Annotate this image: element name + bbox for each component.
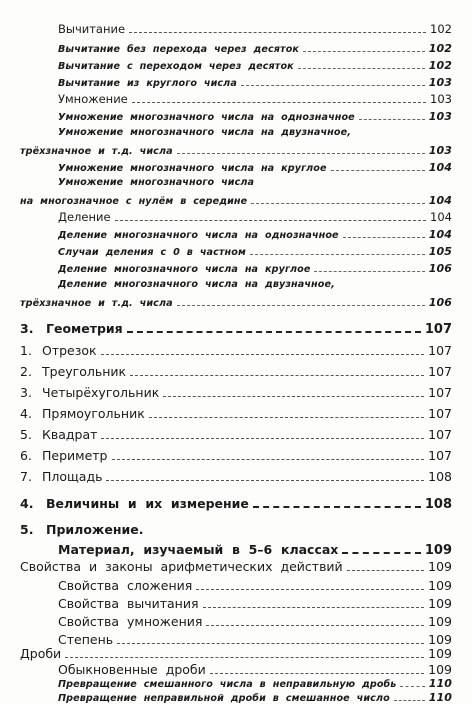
- toc-title: Свойства вычитания: [58, 596, 199, 611]
- dot-leader: [106, 480, 424, 481]
- page-number: 102: [428, 59, 452, 72]
- page-number: 107: [428, 406, 452, 421]
- dot-leader: [314, 271, 424, 272]
- toc-entry: [58, 111, 452, 123]
- page-number: 109: [428, 662, 452, 677]
- toc-number: 2.: [20, 364, 32, 379]
- page-number: 103: [428, 144, 452, 157]
- toc-entry: [58, 246, 452, 258]
- page-number: 109: [428, 614, 452, 629]
- toc-title: Умножение многозначного числа: [58, 177, 255, 188]
- dot-leader: [163, 396, 424, 397]
- dot-leader: [65, 657, 424, 658]
- toc-title: Периметр: [42, 448, 108, 463]
- toc-entry: [58, 263, 452, 275]
- toc-title: Вычитание без перехода через десяток: [58, 44, 300, 55]
- page-number: 104: [428, 161, 452, 174]
- dot-leader: [251, 203, 424, 204]
- toc-entry: [58, 634, 452, 647]
- dot-leader: [359, 119, 425, 120]
- toc-title: Умножение многозначного числа на круглое: [58, 163, 327, 174]
- toc-entry: [58, 24, 452, 36]
- toc-title: Превращение неправильной дроби в смешанное число: [58, 693, 390, 704]
- dot-leader: [210, 673, 424, 674]
- toc-title: Дроби: [20, 646, 62, 661]
- toc-entry: [58, 664, 452, 677]
- page-number: 103: [428, 76, 452, 89]
- dot-leader: [115, 220, 426, 221]
- toc-title: Площадь: [42, 469, 103, 484]
- page-number: 109: [428, 632, 452, 647]
- toc-number: 1.: [20, 343, 32, 358]
- toc-section: [58, 544, 452, 557]
- dot-leader: [331, 170, 425, 171]
- dot-leader: [127, 331, 421, 333]
- toc-title: Четырёхугольник: [42, 385, 160, 400]
- toc-title: Свойства умножения: [58, 614, 203, 629]
- toc-entry: [58, 178, 452, 188]
- toc-title: Величины и их измерение: [46, 496, 249, 511]
- page-number: 102: [430, 22, 452, 36]
- toc-section: [20, 524, 452, 537]
- toc-number: 3.: [20, 385, 32, 400]
- page-number: 108: [428, 469, 452, 484]
- toc-entry: [20, 145, 452, 157]
- toc-entry: [20, 429, 452, 442]
- dot-leader: [253, 506, 421, 508]
- toc-entry: [58, 616, 452, 629]
- toc-entry: [58, 212, 452, 224]
- toc-number: 7.: [20, 469, 32, 484]
- toc-title: Вычитание из круглого числа: [58, 78, 237, 89]
- dot-leader: [196, 589, 424, 590]
- toc-title: Приложение.: [46, 522, 144, 537]
- toc-entry: [58, 678, 452, 690]
- page-number: 109: [428, 596, 452, 611]
- dot-leader: [250, 254, 425, 255]
- toc-entry: [58, 280, 452, 290]
- toc-entry: [20, 408, 452, 421]
- toc-title: Прямоугольник: [42, 406, 145, 421]
- toc-entry: [58, 128, 452, 138]
- dot-leader: [132, 102, 426, 103]
- toc-entry: [20, 387, 452, 400]
- toc-title: Степень: [58, 632, 114, 647]
- page-number: 104: [428, 228, 452, 241]
- page-number: 103: [430, 92, 452, 106]
- toc-entry: [20, 471, 452, 484]
- dot-leader: [177, 305, 425, 306]
- toc-section: [20, 323, 452, 336]
- dot-leader: [241, 85, 425, 86]
- toc-title: Треугольник: [42, 364, 127, 379]
- page-number: 103: [428, 110, 452, 123]
- toc-entry: [20, 297, 452, 309]
- dot-leader: [206, 625, 424, 626]
- toc-title: Геометрия: [46, 321, 123, 336]
- toc-entry: [20, 450, 452, 463]
- toc-number: 5.: [20, 427, 32, 442]
- toc-title: Умножение многозначного числа на двузначное,: [58, 127, 351, 138]
- dot-leader: [130, 375, 424, 376]
- toc-title: Деление многозначного числа на двузначное,: [58, 279, 335, 290]
- toc-entry: [58, 77, 452, 89]
- dot-leader: [343, 237, 425, 238]
- page-number: 107: [428, 385, 452, 400]
- toc-title: Превращение смешанного числа в неправильную дробь: [58, 679, 397, 690]
- toc-title: Свойства и законы арифметических действий: [20, 559, 343, 574]
- toc-title: Деление многозначного числа на круглое: [58, 264, 311, 275]
- page-number: 108: [424, 497, 452, 512]
- toc-number: 5.: [20, 522, 34, 537]
- page-number: 106: [428, 296, 452, 309]
- toc-entry: [58, 60, 452, 72]
- dot-leader: [129, 32, 426, 33]
- dot-leader: [101, 438, 424, 439]
- page-number: 109: [424, 543, 452, 558]
- toc-number: 3.: [20, 321, 34, 336]
- toc-title: на многозначное с нулём в середине: [20, 196, 248, 207]
- toc-entry: [58, 229, 452, 241]
- toc-title: Вычитание: [58, 22, 126, 36]
- toc-title: Умножение: [58, 92, 128, 106]
- dot-leader: [203, 607, 425, 608]
- dot-leader: [149, 417, 424, 418]
- toc-title: Вычитание с переходом через десяток: [58, 61, 294, 72]
- toc-number: 4.: [20, 406, 32, 421]
- toc-title: Квадрат: [42, 427, 98, 442]
- page-number: 107: [424, 322, 452, 337]
- page-number: 110: [428, 677, 452, 690]
- page-number: 104: [428, 194, 452, 207]
- toc-title: Деление: [58, 210, 111, 224]
- dot-leader: [177, 153, 425, 154]
- dot-leader: [101, 354, 425, 355]
- page-number: 107: [428, 448, 452, 463]
- toc-title: Случаи деления с 0 в частном: [58, 247, 246, 258]
- page-number: 102: [428, 42, 452, 55]
- toc-entry: [58, 94, 452, 106]
- toc-title: Отрезок: [42, 343, 97, 358]
- dot-leader: [400, 686, 424, 687]
- dot-leader: [342, 552, 421, 554]
- page-number: 109: [428, 559, 452, 574]
- toc-section: [20, 498, 452, 511]
- toc-entry: [20, 366, 452, 379]
- page-number: 107: [428, 427, 452, 442]
- toc-title: Обыкновенные дроби: [58, 662, 206, 677]
- dot-leader: [298, 68, 425, 69]
- toc-entry: [58, 162, 452, 174]
- page-number: 104: [430, 210, 452, 224]
- page-number: 109: [428, 646, 452, 661]
- page-number: 106: [428, 262, 452, 275]
- toc-title: трёхзначное и т.д. числа: [20, 298, 173, 309]
- toc-title: трёхзначное и т.д. числа: [20, 146, 173, 157]
- page-number: 109: [428, 578, 452, 593]
- toc-entry: [58, 692, 452, 704]
- toc-number: 6.: [20, 448, 32, 463]
- toc-entry: [20, 345, 452, 358]
- page-number: 110: [428, 691, 452, 704]
- toc-title: Материал, изучаемый в 5–6 классах: [58, 542, 339, 557]
- toc-entry: [58, 43, 452, 55]
- toc-title: Свойства сложения: [58, 578, 193, 593]
- dot-leader: [117, 643, 424, 644]
- toc-entry: [20, 561, 452, 574]
- toc-entry: [58, 580, 452, 593]
- toc-entry: [20, 648, 452, 661]
- toc-entry: [20, 195, 452, 207]
- dot-leader: [112, 459, 425, 460]
- toc-entry: [58, 598, 452, 611]
- toc-title: Умножение многозначного числа на однозначное: [58, 112, 355, 123]
- toc-number: 4.: [20, 496, 34, 511]
- dot-leader: [347, 570, 424, 571]
- page-number: 107: [428, 364, 452, 379]
- page-number: 107: [428, 343, 452, 358]
- toc-title: Деление многозначного числа на однозначное: [58, 230, 339, 241]
- dot-leader: [303, 51, 425, 52]
- page-number: 105: [428, 245, 452, 258]
